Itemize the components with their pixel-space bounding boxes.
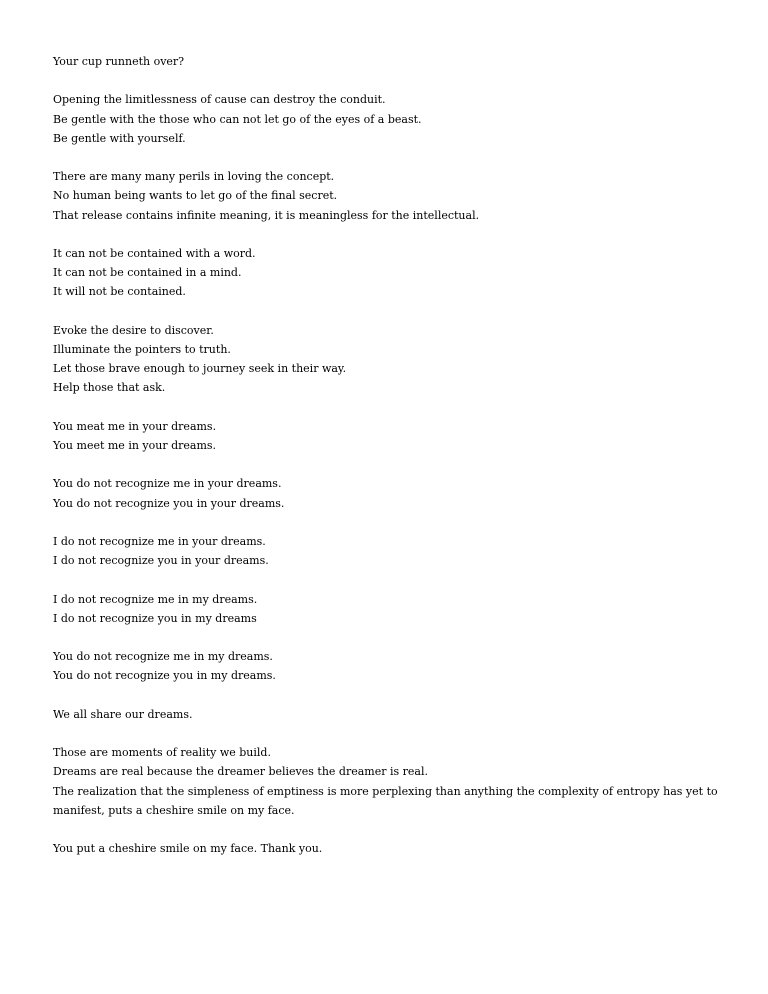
stanza — [53, 417, 748, 455]
stanza — [53, 52, 748, 71]
poem-line: I do not recognize me in your dreams. — [53, 534, 266, 548]
poem-line: We all share our dreams. — [53, 707, 193, 721]
poem-line: No human being wants to let go of the final secret. — [53, 189, 338, 203]
stanza — [53, 705, 748, 724]
poem-line: Those are moments of reality we build. — [53, 746, 271, 760]
stanza — [53, 474, 748, 512]
document-page — [53, 52, 748, 878]
poem-line: Help those that ask. — [53, 381, 166, 395]
stanza — [53, 90, 748, 148]
stanza — [53, 321, 748, 398]
poem-line: There are many many perils in loving the concept. — [53, 170, 335, 184]
stanza — [53, 743, 748, 820]
poem-line: I do not recognize you in your dreams. — [53, 554, 269, 568]
poem-line: You do not recognize you in your dreams. — [53, 496, 285, 510]
poem-line: You do not recognize me in my dreams. — [53, 650, 273, 664]
poem-line: That release contains infinite meaning, it is meaningless for the intellectual. — [53, 208, 480, 222]
poem-line: You do not recognize me in your dreams. — [53, 477, 282, 491]
poem-line: You do not recognize you in my dreams. — [53, 669, 276, 683]
poem-line: Let those brave enough to journey seek in their way. — [53, 362, 347, 376]
poem-line: I do not recognize me in my dreams. — [53, 592, 258, 606]
poem-line: Be gentle with yourself. — [53, 131, 186, 145]
poem-line: Evoke the desire to discover. — [53, 323, 214, 337]
poem-line: It can not be contained with a word. — [53, 246, 256, 260]
poem-line: Illuminate the pointers to truth. — [53, 342, 231, 356]
poem-line: Opening the limitlessness of cause can destroy the conduit. — [53, 93, 386, 107]
stanza — [53, 532, 748, 570]
poem-line: The realization that the simpleness of emptiness is more perplexing than anything the complexity of entropy has yet to manifest, puts a cheshire smile on my face. — [53, 784, 718, 817]
stanza — [53, 839, 748, 858]
stanza — [53, 647, 748, 685]
poem-line: Your cup runneth over? — [53, 55, 185, 68]
poem-line: I do not recognize you in my dreams — [53, 611, 257, 625]
poem-line: It will not be contained. — [53, 285, 186, 299]
poem-line: It can not be contained in a mind. — [53, 266, 242, 280]
poem-line: You meet me in your dreams. — [53, 438, 217, 452]
stanza — [53, 244, 748, 302]
poem-line: You put a cheshire smile on my face. Thank you. — [53, 842, 323, 856]
poem-line: Be gentle with the those who can not let go of the eyes of a beast. — [53, 112, 422, 126]
stanza — [53, 590, 748, 628]
poem-line: Dreams are real because the dreamer believes the dreamer is real. — [53, 765, 428, 779]
poem-line: You meat me in your dreams. — [53, 419, 217, 433]
stanza — [53, 167, 748, 225]
